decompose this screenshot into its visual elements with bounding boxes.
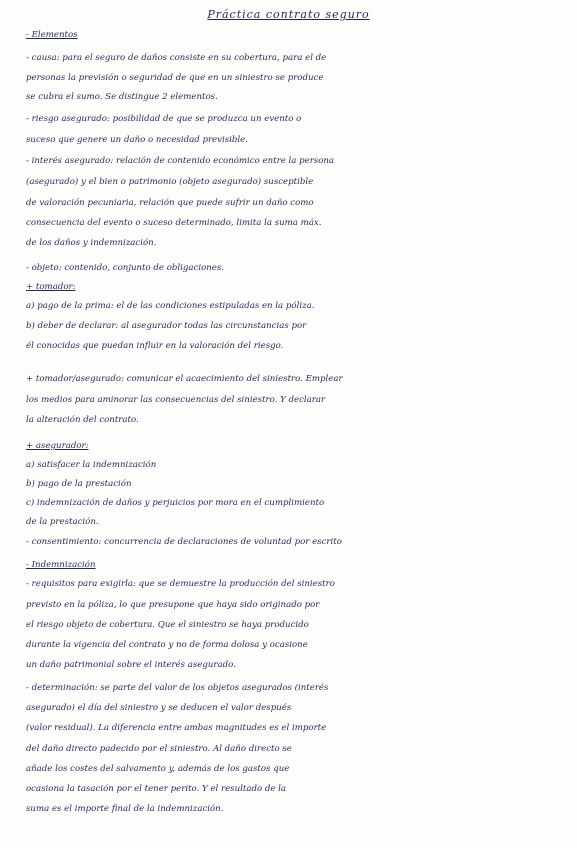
text-line: la alteración del contrato.: [26, 415, 139, 425]
text-line: - riesgo asegurado: posibilidad de que se produzca un evento o: [26, 114, 302, 124]
text-line: personas la previsión o seguridad de que en un siniestro se produce: [26, 73, 324, 83]
subsection-heading: + asegurador:: [26, 441, 89, 451]
text-line: durante la vigencia del contrato y no de forma dolosa y ocasione: [26, 640, 308, 650]
page-title: Práctica contrato seguro: [207, 8, 370, 21]
text-line: se cubra el sumo. Se distingue 2 elementos.: [26, 92, 218, 102]
text-line: él conocidas que puedan influir en la valoración del riesgo.: [26, 341, 284, 351]
text-line: añade los costes del salvamento y, además de los gastos que: [26, 764, 290, 774]
text-line: suma es el importe final de la indemnización.: [26, 804, 224, 814]
text-line: b) pago de la prestación: [26, 479, 132, 489]
text-line: ocasiona la tasación por el tener perito. Y el resultado de la: [26, 784, 287, 794]
text-line: consecuencia del evento o suceso determinado, limita la suma máx.: [26, 218, 322, 228]
text-line: suceso que genere un daño o necesidad previsible.: [26, 135, 248, 145]
text-line: los medios para aminorar las consecuencias del siniestro. Y declarar: [26, 395, 326, 405]
subsection-heading: + tomador:: [26, 282, 76, 292]
text-line: a) pago de la prima: el de las condiciones estipuladas en la póliza.: [26, 301, 315, 311]
text-line: previsto en la póliza, lo que presupone que haya sido originado por: [26, 600, 320, 610]
text-line: - requisitos para exigirla: que se demuestre la producción del siniestro: [26, 579, 335, 589]
text-line: - interés asegurado: relación de contenido económico entre la persona: [26, 156, 335, 166]
section-heading: - Indemnización: [26, 560, 96, 570]
text-line: - objeto: contenido, conjunto de obligaciones.: [26, 263, 225, 273]
text-line: - determinación: se parte del valor de los objetos asegurados (interés: [26, 683, 329, 693]
text-line: un daño patrimonial sobre el interés asegurado.: [26, 660, 236, 670]
text-line: a) satisfacer la indemnización: [26, 460, 157, 470]
section-heading: - Elementos: [26, 30, 78, 40]
text-line: de los daños y indemnización.: [26, 238, 157, 248]
text-line: de valoración pecuniaria, relación que puede sufrir un daño como: [26, 198, 314, 208]
text-line: del daño directo padecido por el siniestro. Al daño directo se: [26, 744, 292, 754]
text-line: de la prestación.: [26, 517, 99, 527]
text-line: + tomador/asegurado: comunicar el acaecimiento del siniestro. Emplear: [26, 374, 343, 384]
text-line: - consentimiento: concurrencia de declaraciones de voluntad por escrito: [26, 537, 342, 547]
text-line: b) deber de declarar: al asegurador todas las circunstancias por: [26, 321, 307, 331]
text-line: (valor residual). La diferencia entre ambas magnitudes es el importe: [26, 723, 327, 733]
text-line: (asegurado) y el bien o patrimonio (objeto asegurado) susceptible: [26, 177, 314, 187]
text-line: c) indemnización de daños y perjuicios por mora en el cumplimiento: [26, 498, 325, 508]
text-line: el riesgo objeto de cobertura. Que el siniestro se haya producido: [26, 620, 309, 630]
text-line: asegurado) el día del siniestro y se deducen el valor después: [26, 703, 292, 713]
text-line: - causa: para el seguro de daños consiste en su cobertura, para el de: [26, 53, 327, 63]
